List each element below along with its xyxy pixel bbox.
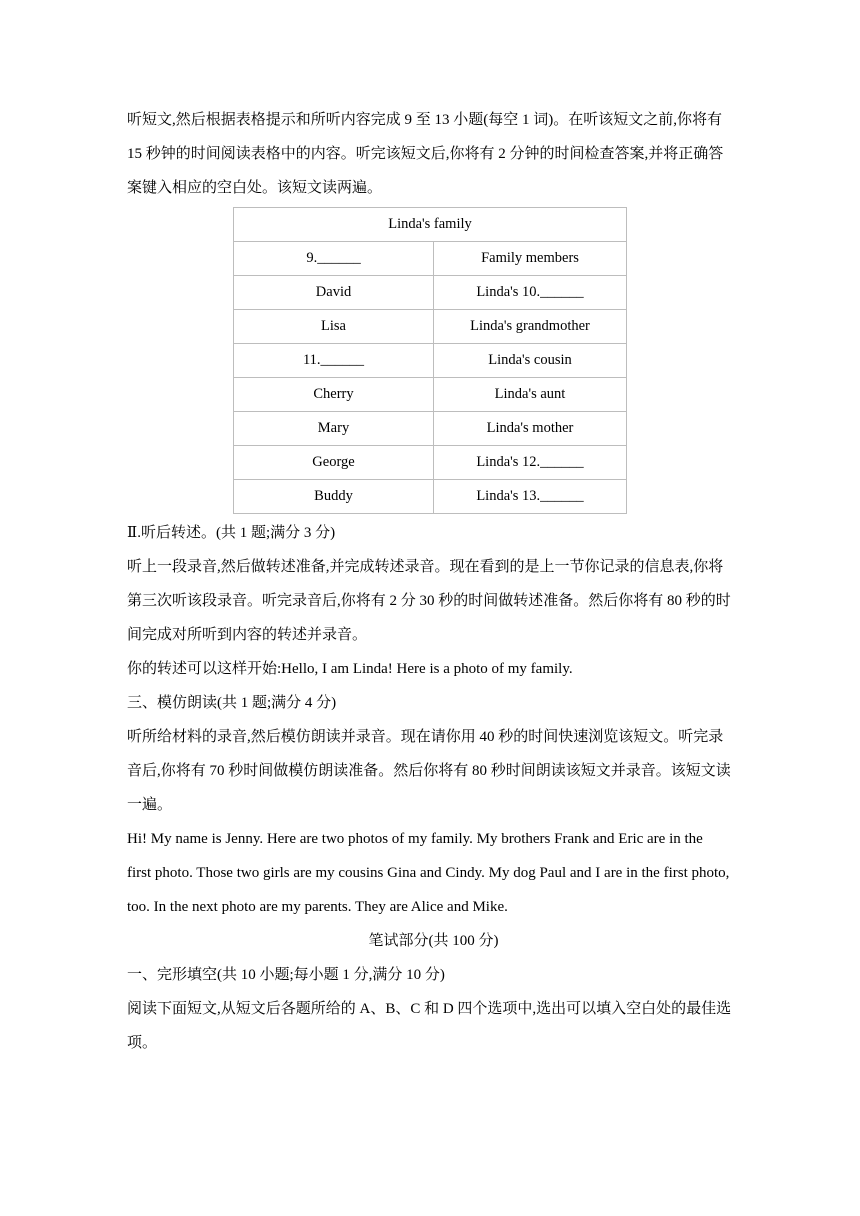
table-row — [234, 378, 627, 412]
section3-line-3: 一遍。 — [127, 797, 173, 813]
intro-line-1: 听短文,然后根据表格提示和所听内容完成 9 至 13 小题(每空 1 词)。在听该短文之前,你将有 — [127, 112, 722, 128]
section2-start: 你的转述可以这样开始:Hello, I am Linda! Here is a photo of my family. — [127, 661, 573, 677]
table-cell: Linda's 10.______ — [434, 276, 627, 310]
table-cell: Lisa — [234, 310, 434, 344]
table-title-row — [234, 208, 627, 242]
passage-line-1: Hi! My name is Jenny. Here are two photos of my family. My brothers Frank and Eric are in the — [127, 831, 703, 847]
section3-line-1: 听所给材料的录音,然后模仿朗读并录音。现在请你用 40 秒的时间快速浏览该短文。听完录 — [127, 729, 724, 745]
table-row — [234, 344, 627, 378]
passage-line-2: first photo. Those two girls are my cousins Gina and Cindy. My dog Paul and I are in the first photo, — [127, 865, 730, 881]
table-cell: David — [234, 276, 434, 310]
written-title: 笔试部分(共 100 分) — [368, 933, 499, 949]
table-cell: 11.______ — [234, 344, 434, 378]
table-cell: Linda's aunt — [434, 378, 627, 412]
table-cell: Family members — [434, 242, 627, 276]
table-cell: Linda's mother — [434, 412, 627, 446]
section2-heading: Ⅱ.听后转述。(共 1 题;满分 3 分) — [127, 525, 336, 541]
section2-line-2: 第三次听该段录音。听完录音后,你将有 2 分 30 秒的时间做转述准备。然后你将有 80 秒的时 — [127, 593, 731, 609]
section3-line-2: 音后,你将有 70 秒时间做模仿朗读准备。然后你将有 80 秒时间朗读该短文并录音。该短文读 — [127, 763, 731, 779]
table-cell: Linda's grandmother — [434, 310, 627, 344]
table-cell: Mary — [234, 412, 434, 446]
table-row — [234, 480, 627, 514]
table-cell: Cherry — [234, 378, 434, 412]
table-row — [234, 242, 627, 276]
cloze-heading: 一、完形填空(共 10 小题;每小题 1 分,满分 10 分) — [127, 967, 445, 983]
table-row — [234, 310, 627, 344]
intro-line-3: 案键入相应的空白处。该短文读两遍。 — [127, 180, 383, 196]
table-cell: George — [234, 446, 434, 480]
table-title: Linda's family — [234, 208, 627, 242]
section3-heading: 三、模仿朗读(共 1 题;满分 4 分) — [127, 695, 337, 711]
table-cell: Linda's 13.______ — [434, 480, 627, 514]
table-cell: Linda's 12.______ — [434, 446, 627, 480]
section2-line-3: 间完成对所听到内容的转述并录音。 — [127, 627, 368, 643]
table-row — [234, 276, 627, 310]
cloze-line-1: 阅读下面短文,从短文后各题所给的 A、B、C 和 D 四个选项中,选出可以填入空白处的最佳选 — [127, 1001, 732, 1017]
table-row — [234, 412, 627, 446]
passage-line-3: too. In the next photo are my parents. They are Alice and Mike. — [127, 899, 508, 915]
intro-line-2: 15 秒钟的时间阅读表格中的内容。听完该短文后,你将有 2 分钟的时间检查答案,并将正确答 — [127, 146, 724, 162]
document-page — [127, 103, 740, 1060]
table-cell: Buddy — [234, 480, 434, 514]
table-row — [234, 446, 627, 480]
cloze-line-2: 项。 — [127, 1035, 158, 1051]
table-cell: 9.______ — [234, 242, 434, 276]
section2-line-1: 听上一段录音,然后做转述准备,并完成转述录音。现在看到的是上一节你记录的信息表,你将 — [127, 559, 724, 575]
family-table — [233, 207, 627, 514]
table-cell: Linda's cousin — [434, 344, 627, 378]
